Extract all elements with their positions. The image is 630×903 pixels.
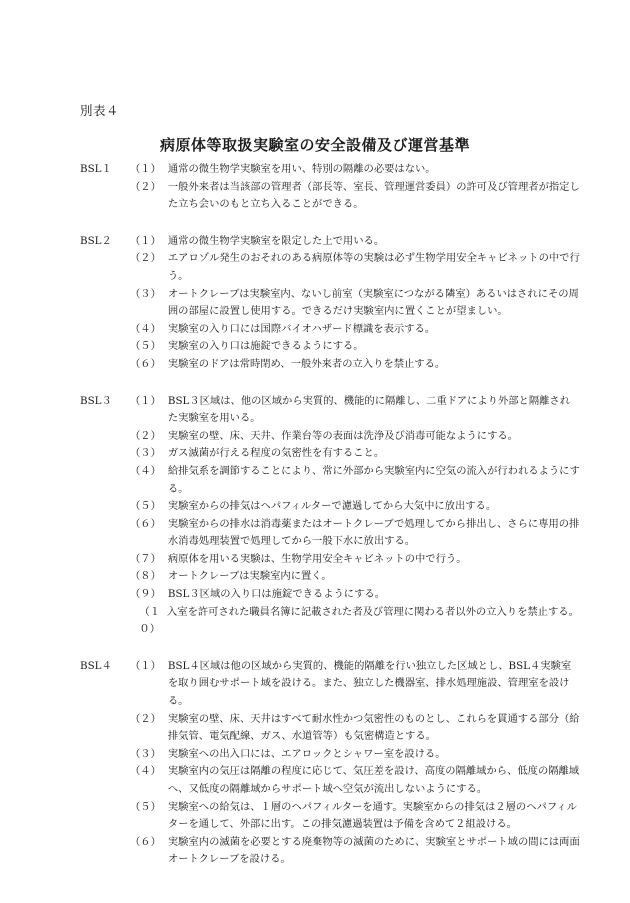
requirement-item	[130, 711, 580, 746]
requirement-list	[130, 233, 580, 374]
requirement-item	[130, 516, 580, 551]
requirement-item	[130, 428, 580, 446]
requirement-item	[130, 551, 580, 569]
requirement-text: 病原体を用いる実験は、生物学用安全キャビネットの中で行う。	[167, 552, 467, 565]
requirement-number: （９）	[130, 588, 161, 601]
bsl-section	[80, 393, 580, 639]
requirement-number: （５）	[130, 500, 161, 513]
requirement-text: ガス滅菌が行える程度の気密性を有すること。	[167, 447, 385, 460]
requirement-text: エアロゾル発生のおそれのある病原体等の実験は必ず生物学用安全キャビネットの中で行う。	[167, 252, 580, 282]
requirement-text: 実験室の入り口は施錠できるようにする。	[167, 340, 364, 353]
requirement-item	[130, 445, 580, 463]
sections	[80, 161, 580, 888]
requirement-text: 実験室の壁、床、天井、作業台等の表面は洗浄及び消毒可能なようにする。	[167, 429, 518, 442]
requirement-number: （１）	[130, 163, 161, 175]
requirement-number: （３）	[130, 447, 161, 460]
requirement-number: （２）	[130, 712, 161, 725]
requirement-text: オートクレーブは実験室内、ないし前室（実験室につながる隣室）あるいはされにその周囲の部屋に設置し使用する。できるだけ実験室内に置くことが望ましい。	[167, 287, 579, 318]
requirement-item	[130, 604, 580, 639]
requirement-item	[130, 586, 580, 604]
bsl-level-label: BSL３	[80, 394, 112, 407]
requirement-item	[130, 179, 580, 214]
requirement-number: （６）	[130, 517, 161, 530]
requirement-text: 実験室への給気は、１層のヘパフィルターを通す。実験室からの排気は２層のヘパフィルターを通して、外部に出す。この排気濾過装置は予備を含めて２組設ける。	[167, 800, 577, 831]
requirement-number: （５）	[130, 800, 161, 813]
requirement-item	[130, 250, 580, 285]
requirement-text: 実験室からの排水は消毒薬またはオートクレーブで処理してから排出し、さらに専用の排水消毒処理装置で処理してから一般下水に放出する。	[167, 517, 580, 548]
requirement-number: （６）	[130, 357, 161, 370]
requirement-item	[130, 834, 580, 869]
requirement-number: （４）	[130, 464, 161, 477]
requirement-text: BSL４区域は他の区域から実質的、機能的隔離を行い独立した区域とし、BSL４実験室を取り囲むサポート域を設ける。また、独立した機器室、排水処理施設、管理室を設ける。	[167, 659, 572, 708]
requirement-list	[130, 161, 580, 214]
requirement-item	[130, 233, 580, 251]
bsl-section	[80, 161, 580, 214]
bsl-section	[80, 233, 580, 374]
requirement-item	[130, 463, 580, 498]
requirement-text: 一般外来者は当該部の管理者（部長等、室長、管理運営委員）の許可及び管理者が指定した立ち会いのもと立ち入ることができる。	[167, 180, 580, 211]
requirement-number: （１）	[130, 394, 161, 407]
requirement-list	[130, 393, 580, 639]
requirement-list	[130, 658, 580, 869]
requirement-text: 実験室からの排気はヘパフィルターで濾過してから大気中に放出する。	[167, 500, 497, 513]
requirement-number: （７）	[130, 552, 161, 565]
requirement-item	[130, 763, 580, 798]
requirement-number: （８）	[130, 570, 161, 583]
requirement-text: BSL３区域の入り口は施錠できるようにする。	[167, 588, 385, 601]
requirement-number: （５）	[130, 340, 161, 353]
requirement-item	[130, 321, 580, 339]
requirement-item	[130, 338, 580, 356]
requirement-item	[130, 161, 580, 179]
annex-label: 別表４	[80, 103, 120, 118]
bsl-section	[80, 658, 580, 869]
requirement-text: 通常の微生物学実験室を用い、特別の隔離の必要はない。	[167, 163, 436, 175]
requirement-item	[130, 746, 580, 764]
requirement-number: （２）	[130, 429, 161, 442]
requirement-number: （１０）	[139, 605, 160, 636]
requirement-item	[130, 658, 580, 711]
requirement-number: （６）	[130, 835, 161, 848]
requirement-item	[130, 286, 580, 321]
requirement-number: （１）	[130, 659, 161, 672]
requirement-text: 実験室への出入口には、エアロックとシャワー室を設ける。	[167, 747, 446, 760]
requirement-number: （３）	[130, 747, 161, 760]
requirement-text: 実験室の入り口には国際バイオハザード標識を表示する。	[167, 322, 436, 335]
requirement-item	[130, 393, 580, 428]
requirement-number: （４）	[130, 765, 161, 778]
requirement-number: （３）	[130, 287, 161, 300]
requirement-number: （４）	[130, 322, 161, 335]
requirement-text: 実験室のドアは常時閉め、一般外来者の立入りを禁止する。	[167, 357, 446, 370]
requirement-item	[130, 568, 580, 586]
bsl-level-label: BSL１	[80, 163, 112, 175]
bsl-level-label: BSL４	[80, 659, 112, 672]
bsl-level-label: BSL２	[80, 234, 112, 247]
page-title: 病原体等取扱実験室の安全設備及び運営基準	[159, 136, 470, 154]
requirement-text: 入室を許可された職員名簿に記載された者及び管理に関わる者以外の立入りを禁止する。	[167, 605, 579, 618]
requirement-text: オートクレーブは実験室内に置く。	[167, 570, 332, 583]
requirement-number: （２）	[130, 180, 161, 193]
requirement-item	[130, 799, 580, 834]
requirement-number: （１）	[130, 234, 161, 247]
requirement-text: 実験室内の気圧は隔離の程度に応じて、気圧差を設け、高度の隔離域から、低度の隔離域へ、又低度の隔離域からサポート域へ空気が流出しないようにする。	[167, 765, 580, 795]
requirement-text: BSL３区域は、他の区域から実質的、機能的に隔離し、二重ドアにより外部と隔離された実験室を用いる。	[167, 394, 571, 425]
requirement-number: （２）	[130, 252, 161, 265]
requirement-text: 給排気系を調節することにより、常に外部から実験室内に空気の流入が行われるようにする。	[167, 464, 580, 495]
requirement-item	[130, 498, 580, 516]
requirement-text: 通常の微生物学実験室を限定した上で用いる。	[167, 234, 385, 247]
requirement-item	[130, 356, 580, 374]
requirement-text: 実験室の壁、床、天井はすべて耐水性かつ気密性のものとし、これらを貫通する部分（給排気管、電気配線、ガス、水道管等）も気密構造とする。	[167, 712, 580, 743]
requirement-text: 実験室内の滅菌を必要とする廃棄物等の滅菌のために、実験室とサポート域の間には両面オートクレーブを設ける。	[167, 835, 580, 866]
